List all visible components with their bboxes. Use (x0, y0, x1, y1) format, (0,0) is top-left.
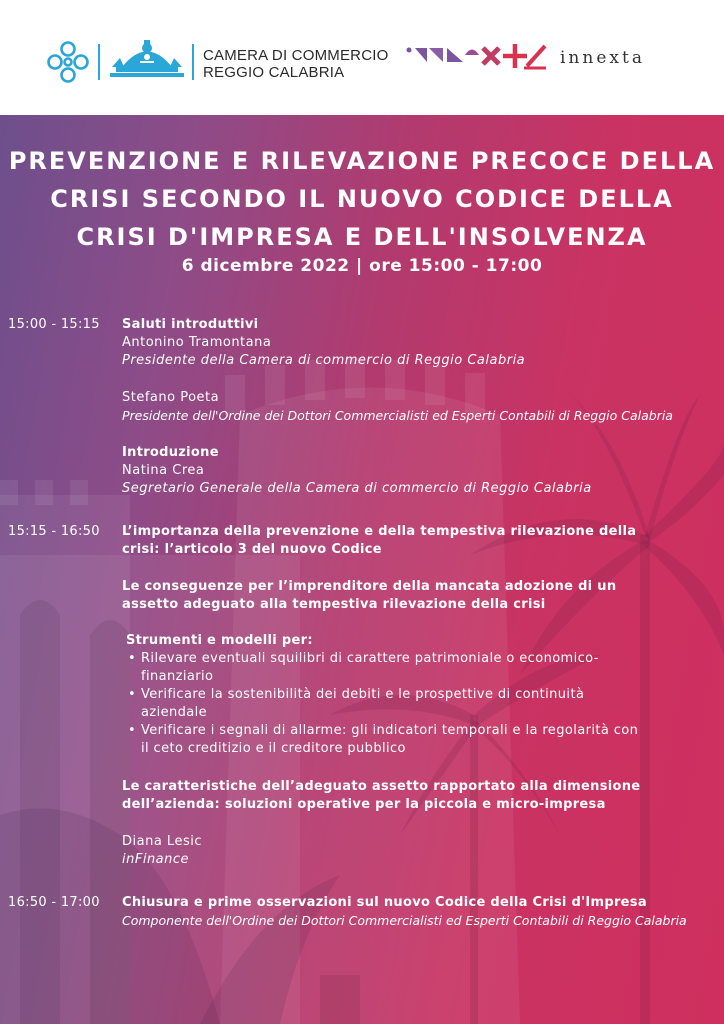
chamber-name-line2: REGGIO CALABRIA (203, 64, 345, 81)
innexta-mark-logo-icon (405, 40, 547, 74)
chamber-flower-logo-icon (46, 40, 90, 84)
logo-divider (98, 44, 100, 80)
session-time: 15:15 - 16:50 (8, 524, 100, 539)
innexta-wordmark: innexta (560, 48, 645, 68)
list-item-line: aziendale (141, 705, 208, 720)
chamber-name-line1: CAMERA DI COMMERCIO (203, 47, 389, 64)
list-item (126, 722, 711, 758)
session-topic: Le caratteristiche dell’adeguato assetto rapportato alla dimensione (122, 779, 641, 794)
speaker-role: Componente dell'Ordine dei Dottori Commercialisti ed Esperti Contabili di Reggio Calabria (122, 913, 687, 928)
introduction-heading: Introduzione (122, 445, 219, 460)
session-topic: L’importanza della prevenzione e della tempestiva rilevazione della (122, 524, 637, 539)
event-title (0, 142, 724, 256)
session-topic: crisi: l’articolo 3 del nuovo Codice (122, 542, 382, 557)
event-date: 6 dicembre 2022 | ore 15:00 - 17:00 (181, 256, 543, 276)
session-time: 16:50 - 17:00 (8, 895, 100, 910)
header-bar (0, 0, 724, 115)
speaker-role: Segretario Generale della Camera di commercio di Reggio Calabria (122, 481, 592, 496)
speaker-role: Presidente dell'Ordine dei Dottori Commercialisti ed Esperti Contabili di Reggio Calabria (122, 408, 673, 423)
speaker-name: Natina Crea (122, 463, 205, 478)
speaker-organization: inFinance (122, 852, 190, 867)
logo-divider (192, 44, 194, 80)
speaker-name: Antonino Tramontana (122, 335, 272, 350)
list-item (126, 686, 711, 722)
list-item-line: • Verificare i segnali di allarme: gli indicatori temporali e la regolarità con (141, 723, 639, 738)
event-title-line: CRISI D'IMPRESA E DELL'INSOLVENZA (76, 223, 648, 251)
session-topic: Le conseguenze per l’imprenditore della mancata adozione di un (122, 579, 617, 594)
session-time: 15:00 - 15:15 (8, 317, 100, 332)
session-topic: assetto adeguato alla tempestiva rilevazione della crisi (122, 597, 546, 612)
speaker-name: Diana Lesic (122, 834, 202, 849)
tools-heading: Strumenti e modelli per: (126, 633, 313, 648)
session-heading: Saluti introduttivi (122, 317, 259, 332)
event-title-line: CRISI SECONDO IL NUOVO CODICE DELLA (50, 185, 674, 213)
session-heading: Chiusura e prime osservazioni sul nuovo Codice della Crisi d'Impresa (122, 895, 647, 910)
speaker-role: Presidente della Camera di commercio di Reggio Calabria (122, 353, 526, 368)
list-item (126, 650, 711, 686)
list-item-line: il ceto creditizio e il creditore pubblico (141, 741, 406, 756)
session-topic: dell’azienda: soluzioni operative per la piccola e micro-impresa (122, 797, 606, 812)
list-item-line: finanziario (141, 669, 214, 684)
reggio-crest-logo-icon (110, 40, 184, 80)
chamber-name (203, 47, 388, 81)
list-item-line: • Rilevare eventuali squilibri di carattere patrimoniale o economico- (141, 651, 599, 666)
speaker-name: Stefano Poeta (122, 390, 220, 405)
list-item-line: • Verificare la sostenibilità dei debiti e le prospettive di continuità (141, 687, 585, 702)
event-title-line: PREVENZIONE E RILEVAZIONE PRECOCE DELLA (8, 147, 716, 175)
